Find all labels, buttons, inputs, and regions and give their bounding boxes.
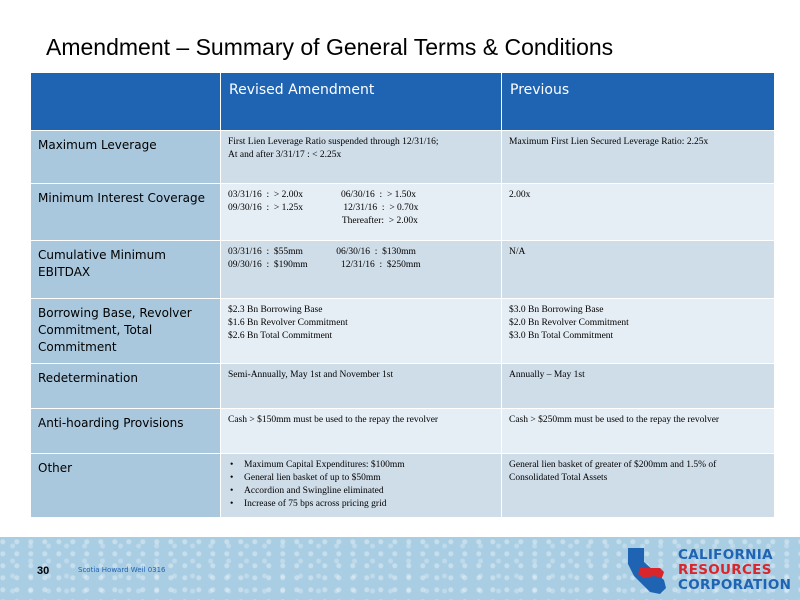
- row-label: Redetermination: [31, 364, 221, 409]
- row-label: Borrowing Base, Revolver Commitment, Total Commitment: [31, 299, 221, 364]
- row-label: Minimum Interest Coverage: [31, 184, 221, 241]
- cell-line: N/A: [509, 247, 526, 257]
- row-label: Cumulative Minimum EBITDAX: [31, 241, 221, 299]
- cell-line: General lien basket of greater of $200mm and 1.5% of: [509, 460, 717, 470]
- bullet-item: • Accordion and Swingline eliminated: [230, 485, 494, 498]
- cell-line: Maximum First Lien Secured Leverage Ratio: 2.25x: [509, 137, 709, 147]
- revised-cell: [221, 364, 502, 409]
- cell-line: Consolidated Total Assets: [509, 473, 608, 483]
- slide-title: Amendment – Summary of General Terms & Conditions: [46, 34, 614, 60]
- bullet-item: • Increase of 75 bps across pricing grid: [230, 498, 494, 511]
- previous-cell: [502, 409, 775, 454]
- bullet-list: [228, 459, 494, 511]
- california-map-icon: [620, 546, 676, 596]
- revised-cell: [221, 409, 502, 454]
- cell-line: $3.0 Bn Borrowing Base: [509, 305, 604, 315]
- table-row: [31, 184, 775, 241]
- previous-cell: [502, 364, 775, 409]
- revised-cell: [221, 454, 502, 518]
- cell-line: Annually – May 1st: [509, 370, 585, 380]
- company-logo: [620, 546, 792, 596]
- cell-line: Semi-Annually, May 1st and November 1st: [228, 370, 394, 380]
- revised-cell: [221, 184, 502, 241]
- previous-cell: [502, 131, 775, 184]
- revised-cell: [221, 131, 502, 184]
- table-header-row: [31, 73, 775, 131]
- table-row: [31, 299, 775, 364]
- table-row: [31, 454, 775, 518]
- header-revised-amendment: Revised Amendment: [221, 73, 502, 131]
- logo-text: [678, 548, 791, 593]
- cell-line: Thereafter: > 2.00x: [228, 216, 418, 226]
- terms-table: [30, 72, 775, 518]
- cell-line: First Lien Leverage Ratio suspended through 12/31/16;: [228, 137, 439, 147]
- logo-line: CORPORATION: [678, 577, 792, 593]
- cell-line: $2.3 Bn Borrowing Base: [228, 305, 323, 315]
- cell-line: $2.6 Bn Total Commitment: [228, 331, 333, 341]
- cell-line: $3.0 Bn Total Commitment: [509, 331, 614, 341]
- page-number: 30: [37, 565, 50, 577]
- previous-cell: [502, 241, 775, 299]
- cell-line: Cash > $250mm must be used to the repay the revolver: [509, 415, 720, 425]
- bullet-item: • Maximum Capital Expenditures: $100mm: [230, 459, 494, 472]
- cell-line: 03/31/16 : $55mm 06/30/16 : $130mm: [228, 247, 416, 257]
- logo-line: CALIFORNIA: [678, 547, 773, 563]
- row-label: Maximum Leverage: [31, 131, 221, 184]
- cell-line: $1.6 Bn Revolver Commitment: [228, 318, 348, 328]
- table-row: [31, 364, 775, 409]
- row-label: Anti-hoarding Provisions: [31, 409, 221, 454]
- logo-line: RESOURCES: [678, 562, 772, 578]
- table-row: [31, 241, 775, 299]
- previous-cell: [502, 299, 775, 364]
- cell-line: $2.0 Bn Revolver Commitment: [509, 318, 629, 328]
- cell-line: 09/30/16 : > 1.25x 12/31/16 : > 0.70x: [228, 203, 419, 213]
- table-row: [31, 409, 775, 454]
- previous-cell: [502, 454, 775, 518]
- cell-line: 2.00x: [509, 190, 531, 200]
- bullet-item: • General lien basket of up to $50mm: [230, 472, 494, 485]
- cell-line: 09/30/16 : $190mm 12/31/16 : $250mm: [228, 260, 421, 270]
- header-previous: Previous: [502, 73, 775, 131]
- cell-line: At and after 3/31/17 : < 2.25x: [228, 150, 342, 160]
- cell-line: 03/31/16 : > 2.00x 06/30/16 : > 1.50x: [228, 190, 417, 200]
- header-blank: [31, 73, 221, 131]
- cell-line: Cash > $150mm must be used to the repay the revolver: [228, 415, 439, 425]
- source-note: Scotia Howard Weil 0316: [78, 566, 166, 574]
- row-label: Other: [31, 454, 221, 518]
- revised-cell: [221, 241, 502, 299]
- revised-cell: [221, 299, 502, 364]
- previous-cell: [502, 184, 775, 241]
- table-row: [31, 131, 775, 184]
